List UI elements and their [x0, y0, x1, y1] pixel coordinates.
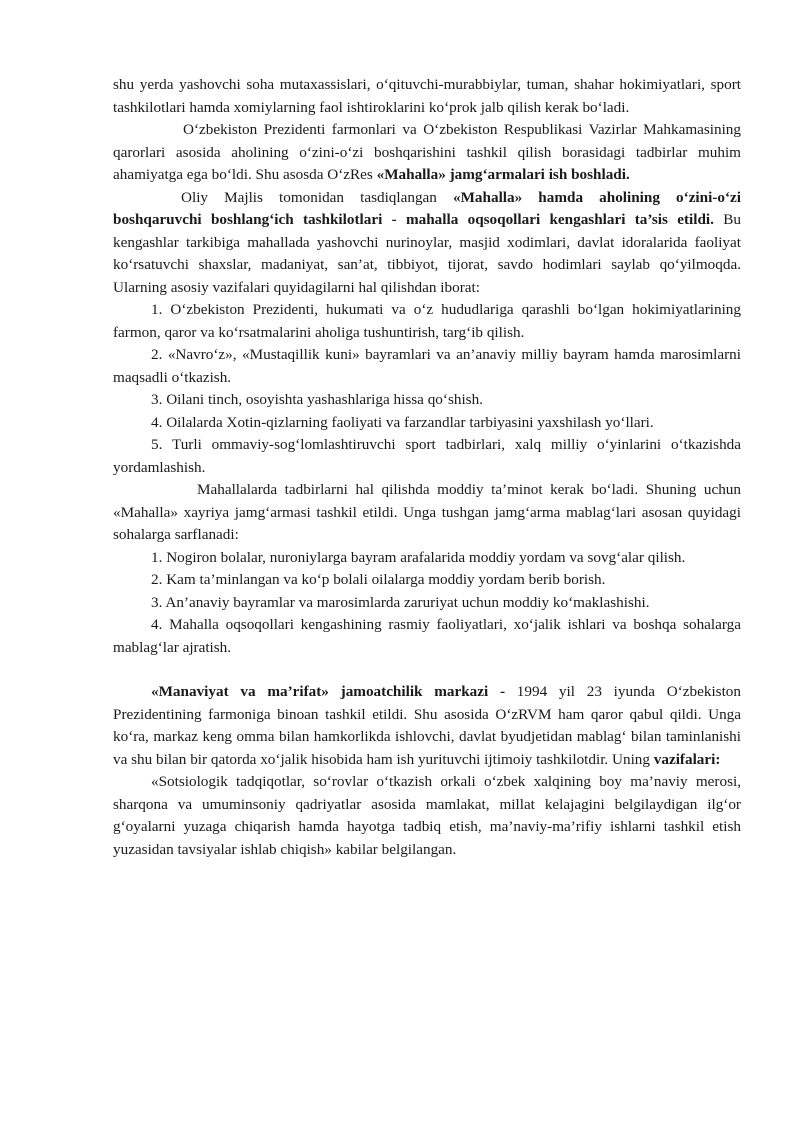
list-item: 3. Oilani tinch, osoyishta yashashlariga hissa qo‘shish.: [151, 391, 483, 408]
paragraph-councils: [113, 187, 741, 300]
paragraph-spacer: [113, 659, 741, 681]
list-item: 5. Turli ommaviy-sog‘lomlashtiruvchi sport tadbirlari, xalq milliy o‘yinlarini o‘tkazishda yordamlashish.: [113, 436, 741, 476]
paragraph-spirituality-center-text: 1994 yil 23 iyunda O‘zbekiston Prezidentining farmoniga binoan tashkil etildi. Shu asosida O‘zRVM ham qaror qabul qildi. Unga ko‘ra, markaz keng omma bilan hamkorlikda ishlovchi, davlat byudjetidan mablag‘ bilan taminlanishi va shu bilan bir qatorda xo‘jalik hisobida ham ish yurituvchi ijtimoiy tashkilotdir. Uning: [113, 683, 741, 768]
list-item: 2. Kam ta’minlangan va ko‘p bolali oilalarga moddiy yordam berib borish.: [151, 571, 606, 588]
list-item: 1. Nogiron bolalar, nuroniylarga bayram arafalarida moddiy yordam va sovg‘alar qilish.: [151, 548, 686, 566]
paragraph-spirituality-center-bold2: vazifalari:: [653, 750, 721, 768]
paragraph-mahalla-fund: [113, 119, 741, 187]
list-item: 3. An’anaviy bayramlar va marosimlarda zaruriyat uchun moddiy ko‘maklashishi.: [151, 593, 650, 611]
paragraph-mahalla-fund-bold: «Mahalla» jamg‘armalari ish boshladi.: [376, 166, 630, 183]
paragraph-spirituality-center-bold: «Manaviyat va ma’rifat» jamoatchilik markazi -: [151, 683, 506, 700]
paragraph-councils-text: Oliy Majlis tomonidan tasdiqlangan: [181, 188, 453, 206]
paragraph-mahalla-fund-text: O‘zbekiston Prezidenti farmonlari va O‘zbekiston Respublikasi Vazirlar Mahkamasining qarorlari asosida aholining o‘zini-o‘zi boshqarishini tashkil qilish borasidagi tadbirlar muhim ahamiyatga ega bo‘ldi. Shu asosda O‘zRes: [113, 121, 741, 183]
paragraph-intro: shu yerda yashovchi soha mutaxassislari, o‘qituvchi-murabbiylar, tuman, shahar hokimiyatlari, sport tashkilotlari hamda xomiylarning faol ishtiroklarini ko‘prok jalb qilish kerak bo‘ladi.: [113, 76, 741, 116]
list-item: 4. Oilalarda Xotin-qizlarning faoliyati va farzandlar tarbiyasini yaxshilash yo‘llari.: [151, 413, 654, 431]
document-page: [113, 74, 741, 861]
paragraph-material-support: Mahallalarda tadbirlarni hal qilishda moddiy ta’minot kerak bo‘ladi. Shuning uchun «Mahalla» xayriya jamg‘armasi tashkil etildi. Unga tushgan jamg‘arma mablag‘lari asosan quyidagi sohalarga sarflanadi:: [113, 481, 741, 543]
paragraph-councils-rest: Bu kengashlar tarkibiga mahallada yashovchi nurinoylar, masjid xodimlari, davlat idoralarida faoliyat ko‘rsatuvchi shaxslar, madaniyat, san’at, tibbiyot, tijorat, savdo hodimlari saylab qo‘yilmoqda. Ularning asosiy vazifalari quyidagilarni hal qilishdan iborat:: [113, 211, 741, 296]
paragraph-spirituality-center: [113, 681, 741, 771]
paragraph-tasks: «Sotsiologik tadqiqotlar, so‘rovlar o‘tkazish orkali o‘zbek xalqining boy ma’naviy merosi, sharqona va umuminsoniy qadriyatlar asosida mamlakat, millat kelajagini belgilaydigan ilg‘or g‘oyalarni yuzaga chiqarish hamda hayotga tadbiq etish, ma’naviy-ma’rifiy ishlarni tashkil etish yuzasidan tavsiyalar ishlab chiqish» kabilar belgilangan.: [113, 773, 741, 858]
paragraph-councils-bold: «Mahalla» hamda aholining o‘zini-o‘zi boshqaruvchi boshlang‘ich tashkilotlari - mahalla oqsoqollari kengashlari ta’sis etildi.: [113, 188, 741, 228]
list-item: 1. O‘zbekiston Prezidenti, hukumati va o‘z hududlariga qarashli bo‘lgan hokimiyatlarining farmon, qaror va ko‘rsatmalarini aholiga tushuntirish, targ‘ib qilish.: [113, 301, 741, 341]
list-item: 4. Mahalla oqsoqollari kengashining rasmiy faoliyatlari, xo‘jalik ishlari va boshqa sohalarga mablag‘lar ajratish.: [113, 616, 741, 656]
list-item: 2. «Navro‘z», «Mustaqillik kuni» bayramlari va an’anaviy milliy bayram hamda marosimlarni maqsadli o‘tkazish.: [113, 346, 741, 386]
